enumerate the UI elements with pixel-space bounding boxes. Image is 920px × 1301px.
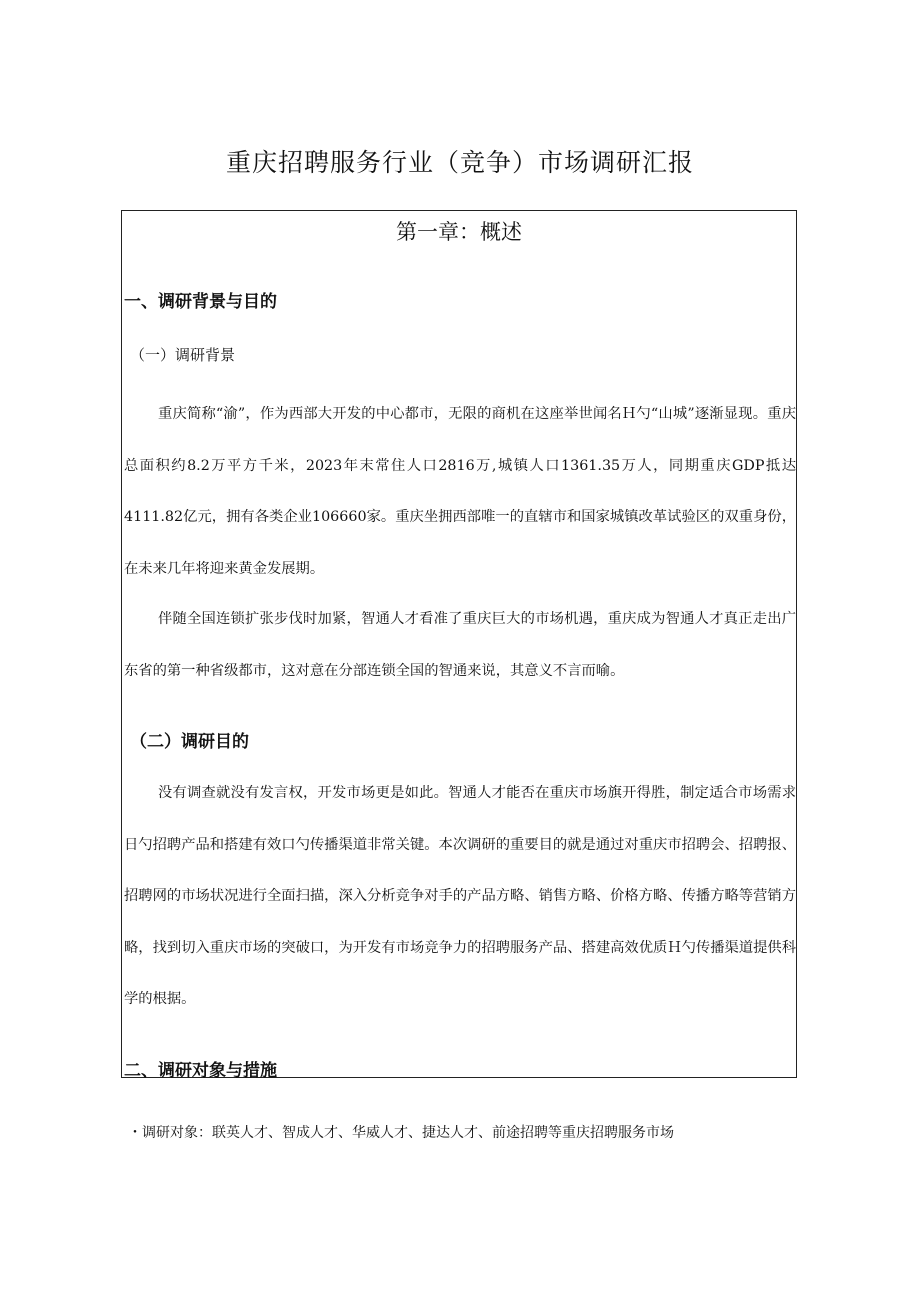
paragraph-purpose: 没有调查就没有发言权，开发市场更是如此。智通人才能否在重庆市场旗开得胜，制定适合市场需求日勺招聘产品和搭建有效口勺传播渠道非常关键。本次调研的重要目的就是通过对重庆市招聘会、招聘报、招聘网的市场状况进行全面扫描，深入分析竞争对手的产品方略、销售方略、价格方略、传播方略等营销方略，找到切入重庆市场的突破口，为开发有市场竞争力的招聘服务产品、搭建高效优质Ｈ勺传播渠道提供科学的根据。 [124, 785, 796, 1007]
paragraph-background-2: 伴随全国连锁扩张步伐时加紧，智通人才看准了重庆巨大的市场机遇，重庆成为智通人才真正走出广东省的第一种省级都市，这对意在分部连锁全国的智通来说，其意义不言而喻。 [124, 611, 796, 679]
content-frame [121, 210, 797, 1081]
subsection-heading-background: （一）调研背景 [130, 346, 236, 364]
research-objects-bullet: ・调研对象：联英人才、智成人才、华威人才、捷达人才、前途招聘等重庆招聘服务市场 [128, 1125, 674, 1141]
section-heading-background-purpose: 一、调研背景与目的 [124, 292, 277, 312]
section-heading-objects-methods: 二、调研对象与措施 [124, 1061, 277, 1081]
subsection-heading-purpose: （二）调研目的 [130, 732, 249, 752]
paragraph-background-1: 重庆简称“渝”，作为西部大开发的中心都市，无限的商机在这座举世闻名Ｈ勺“山城”逐渐显现。重庆总面积约8.2万平方千米，2023年末常住人口2816万,城镇人口1361.35万人，同期重庆GDP抵达4111.82亿元，拥有各类企业106660家。重庆坐拥西部唯一的直辖市和国家城镇改革试验区的双重身份，在未来几年将迎来黄金发展期。 [124, 406, 796, 577]
chapter-heading: 第一章：概述 [396, 220, 522, 244]
document-title: 重庆招聘服务行业（竞争）市场调研汇报 [225, 148, 694, 177]
